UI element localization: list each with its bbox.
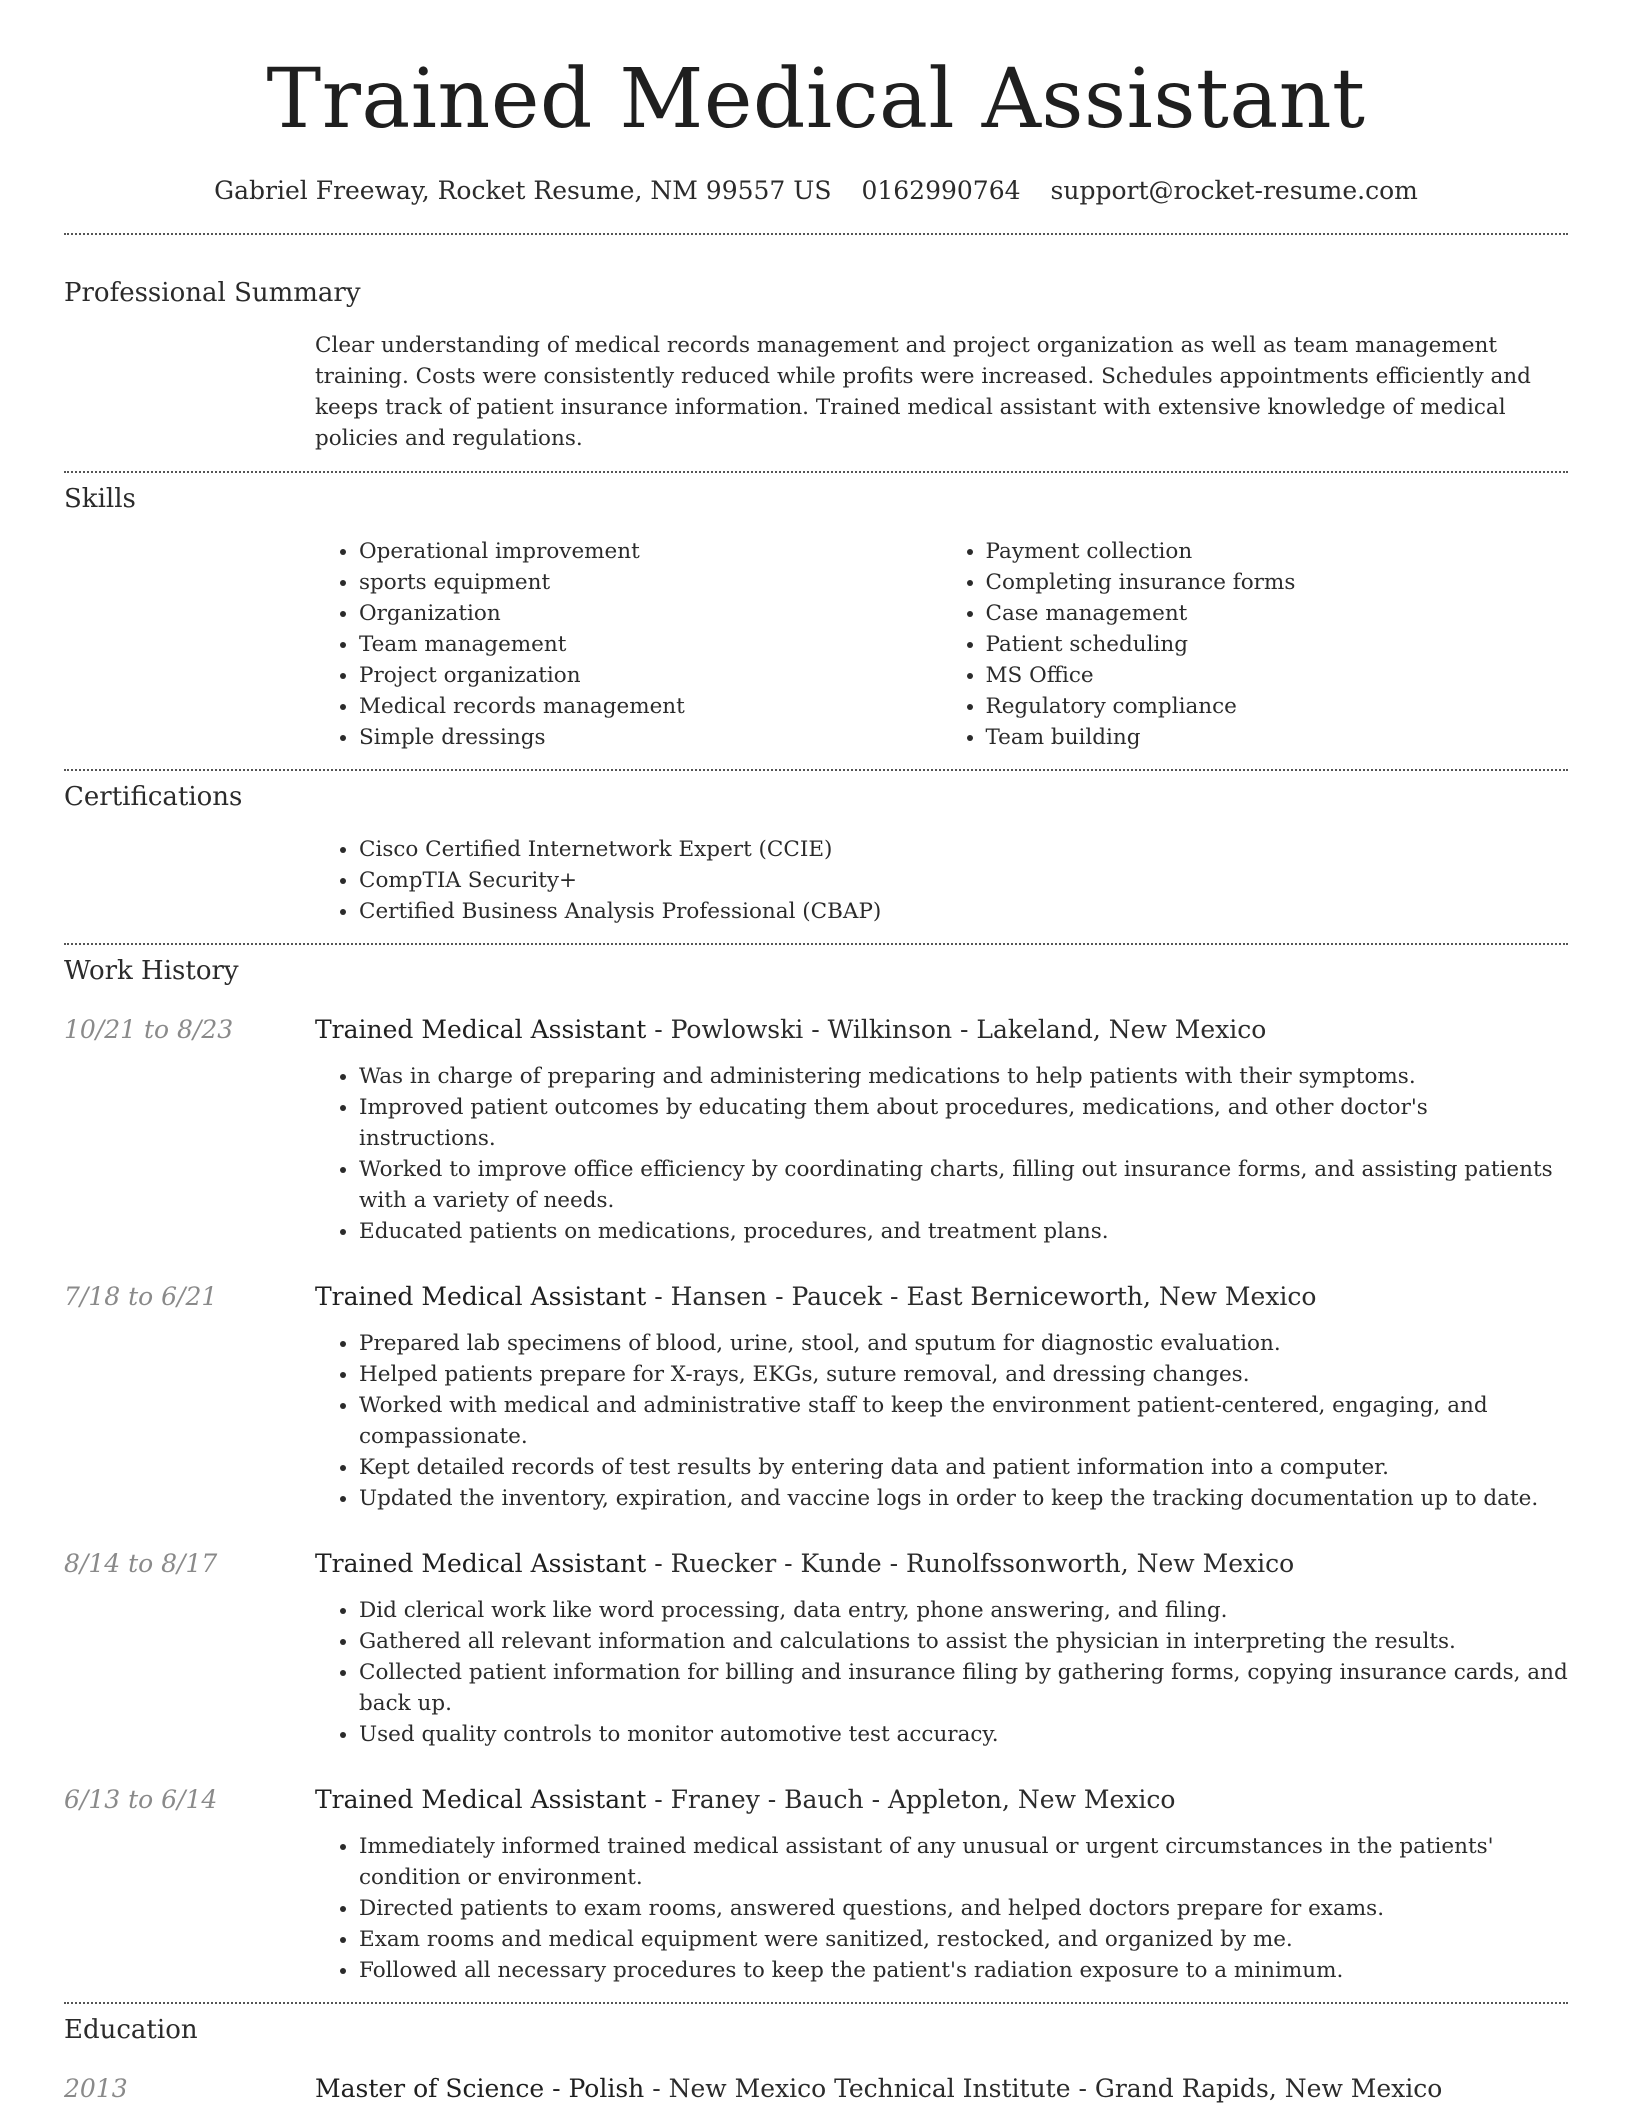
job-title	[315, 1783, 1175, 1817]
summary-text: Clear understanding of medical records management and project organization as well as team management training. Costs were consistently reduced while profits were increased. Schedules appointments efficiently and keeps track of patient insurance information. Trained medical assistant with extensive knowledge of medical policies and regulations.	[315, 333, 1531, 451]
job-dates: 6/13 to 6/14	[64, 1785, 218, 1814]
skill-item: • Team building	[986, 722, 1569, 753]
skill-item: • Operational improvement	[359, 536, 942, 567]
summary-heading: Professional Summary	[64, 278, 361, 308]
job-role: Trained Medical Assistant	[315, 1549, 647, 1578]
skill-item: • sports equipment	[359, 567, 942, 598]
skill-item: • Case management	[986, 598, 1569, 629]
skills-column-right	[942, 536, 1569, 753]
job-title	[315, 1547, 1294, 1581]
skills-list	[315, 536, 1568, 753]
certification-item: • Certified Business Analysis Professional (CBAP)	[359, 896, 1568, 927]
job-bullets	[315, 1831, 1568, 1986]
job-role: Trained Medical Assistant	[315, 1015, 647, 1044]
job-title	[315, 1280, 1316, 1314]
job-dates: 8/14 to 8/17	[64, 1549, 218, 1578]
skills-heading: Skills	[64, 484, 136, 514]
job-entry	[64, 1013, 1568, 1247]
section-divider	[64, 2002, 1568, 2004]
skill-item: • Project organization	[359, 660, 942, 691]
job-bullet: • Gathered all relevant information and calculations to assist the physician in interpreting the results.	[359, 1626, 1568, 1657]
education-entry	[64, 2072, 1568, 2106]
job-employer: - Franey - Bauch - Appleton, New Mexico	[646, 1785, 1176, 1814]
job-employer: - Hansen - Paucek - East Berniceworth, New Mexico	[646, 1282, 1317, 1311]
job-bullets	[315, 1595, 1568, 1750]
skill-item: • Completing insurance forms	[986, 567, 1569, 598]
education-title	[315, 2072, 1442, 2106]
job-bullet: • Used quality controls to monitor automotive test accuracy.	[359, 1719, 1568, 1750]
skill-item: • Team management	[359, 629, 942, 660]
job-bullet: • Educated patients on medications, procedures, and treatment plans.	[359, 1216, 1568, 1247]
skill-item: • Simple dressings	[359, 722, 942, 753]
skill-item: • Medical records management	[359, 691, 942, 722]
job-role: Trained Medical Assistant	[315, 1282, 647, 1311]
job-bullet: • Improved patient outcomes by educating them about procedures, medications, and other doctor's instructions.	[359, 1092, 1568, 1154]
job-entry	[64, 1280, 1568, 1514]
education-degree: Master of Science - Polish	[315, 2074, 645, 2103]
certification-item: • CompTIA Security+	[359, 865, 1568, 896]
section-divider	[64, 769, 1568, 771]
job-title	[315, 1013, 1266, 1047]
section-divider	[64, 233, 1568, 235]
skill-item: • Patient scheduling	[986, 629, 1569, 660]
job-dates: 7/18 to 6/21	[64, 1282, 218, 1311]
job-entry	[64, 1547, 1568, 1750]
job-bullets	[315, 1328, 1568, 1514]
certifications-list	[315, 834, 1568, 927]
skill-item: • Organization	[359, 598, 942, 629]
education-school: - New Mexico Technical Institute - Grand Rapids, New Mexico	[644, 2074, 1443, 2103]
job-bullet: • Followed all necessary procedures to keep the patient's radiation exposure to a minimum.	[359, 1955, 1568, 1986]
skill-item: • Regulatory compliance	[986, 691, 1569, 722]
job-employer: - Powlowski - Wilkinson - Lakeland, New Mexico	[646, 1015, 1267, 1044]
job-entry	[64, 1783, 1568, 1986]
job-role: Trained Medical Assistant	[315, 1785, 647, 1814]
job-bullet: • Immediately informed trained medical assistant of any unusual or urgent circumstances in the patients' condition or environment.	[359, 1831, 1568, 1893]
job-dates: 10/21 to 8/23	[64, 1015, 234, 1044]
education-year: 2013	[64, 2074, 128, 2103]
job-employer: - Ruecker - Kunde - Runolfssonworth, New Mexico	[646, 1549, 1295, 1578]
job-bullet: • Was in charge of preparing and administering medications to help patients with their symptoms.	[359, 1061, 1568, 1092]
job-bullet: • Collected patient information for billing and insurance filing by gathering forms, copying insurance cards, and back up.	[359, 1657, 1568, 1719]
skills-column-left	[315, 536, 942, 753]
certification-item: • Cisco Certified Internetwork Expert (CCIE)	[359, 834, 1568, 865]
job-bullet: • Kept detailed records of test results by entering data and patient information into a computer.	[359, 1452, 1568, 1483]
job-bullet: • Worked with medical and administrative staff to keep the environment patient-centered, engaging, and compassionate.	[359, 1390, 1568, 1452]
job-bullet: • Helped patients prepare for X-rays, EKGs, suture removal, and dressing changes.	[359, 1359, 1568, 1390]
resume-title: Trained Medical Assistant	[266, 52, 1366, 147]
education-heading: Education	[64, 2015, 198, 2045]
contact-email: support@rocket-resume.com	[1050, 176, 1418, 205]
job-bullet: • Updated the inventory, expiration, and vaccine logs in order to keep the tracking documentation up to date.	[359, 1483, 1568, 1514]
job-bullet: • Directed patients to exam rooms, answered questions, and helped doctors prepare for exams.	[359, 1893, 1568, 1924]
contact-phone: 0162990764	[861, 176, 1021, 205]
job-bullet: • Exam rooms and medical equipment were sanitized, restocked, and organized by me.	[359, 1924, 1568, 1955]
contact-address: Gabriel Freeway, Rocket Resume, NM 99557 US	[214, 176, 832, 205]
contact-line	[64, 174, 1568, 208]
job-bullets	[315, 1061, 1568, 1247]
skill-item: • Payment collection	[986, 536, 1569, 567]
skill-item: • MS Office	[986, 660, 1569, 691]
job-bullet: • Did clerical work like word processing, data entry, phone answering, and filing.	[359, 1595, 1568, 1626]
section-divider	[64, 943, 1568, 945]
job-bullet: • Prepared lab specimens of blood, urine, stool, and sputum for diagnostic evaluation.	[359, 1328, 1568, 1359]
certifications-heading: Certifications	[64, 782, 243, 812]
work-history-heading: Work History	[64, 956, 239, 986]
section-divider	[64, 471, 1568, 473]
job-bullet: • Worked to improve office efficiency by coordinating charts, filling out insurance forms, and assisting patients with a variety of needs.	[359, 1154, 1568, 1216]
